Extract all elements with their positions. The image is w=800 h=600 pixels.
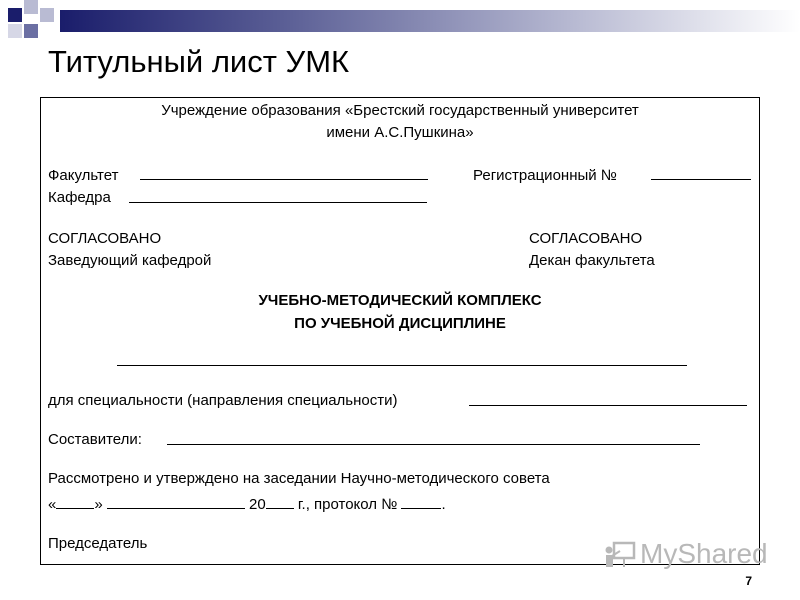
protocol-number-blank: [401, 494, 441, 509]
approved-left-role: Заведующий кафедрой: [48, 252, 212, 269]
registration-blank-line: [651, 179, 751, 180]
day-blank: [56, 494, 94, 509]
authors-label: Составители:: [48, 431, 142, 448]
authors-blank-line: [167, 444, 700, 445]
page-number: 7: [745, 574, 752, 588]
approved-right-heading: СОГЛАСОВАНО: [529, 230, 643, 247]
date-open-quote: «: [48, 496, 57, 513]
classroom-board-icon: [604, 541, 636, 567]
year-prefix: 20: [249, 496, 266, 513]
complex-title-line-1: УЧЕБНО-МЕТОДИЧЕСКИЙ КОМПЛЕКС: [258, 292, 542, 309]
complex-title-line-2: ПО УЧЕБНОЙ ДИСЦИПЛИНЕ: [294, 315, 506, 332]
header-square-pale: [8, 24, 22, 38]
header-square-light-2: [40, 8, 54, 22]
header-gradient-bar: [60, 10, 800, 32]
title-page-form: [40, 97, 760, 565]
institution-line-1: Учреждение образования «Брестский государственный университет: [161, 102, 639, 119]
specialty-blank-line: [469, 405, 747, 406]
month-blank: [107, 494, 245, 509]
discipline-blank-line: [117, 365, 687, 366]
date-close-quote: »: [94, 496, 103, 513]
faculty-label: Факультет: [48, 167, 119, 184]
watermark-text: MyShared: [640, 538, 768, 569]
protocol-period: .: [441, 496, 446, 513]
chairman-label: Председатель: [48, 535, 148, 552]
header-square-light: [24, 0, 38, 14]
department-label: Кафедра: [48, 189, 111, 206]
approved-left-heading: СОГЛАСОВАНО: [48, 230, 162, 247]
registration-label: Регистрационный №: [473, 167, 617, 184]
slide-title: Титульный лист УМК: [48, 44, 350, 79]
review-line: Рассмотрено и утверждено на заседании Научно-методического совета: [48, 470, 550, 487]
header-square-dark: [8, 8, 22, 22]
specialty-label: для специальности (направления специальности): [48, 392, 398, 409]
approved-right-role: Декан факультета: [529, 252, 655, 269]
year-protocol-label: г., протокол №: [297, 496, 398, 513]
institution-line-2: имени А.С.Пушкина»: [326, 124, 474, 141]
faculty-blank-line: [140, 179, 428, 180]
date-protocol-line: [48, 494, 446, 514]
department-blank-line: [129, 202, 427, 203]
header-square-mid: [24, 24, 38, 38]
watermark: [604, 538, 768, 570]
year-blank: [266, 494, 294, 509]
